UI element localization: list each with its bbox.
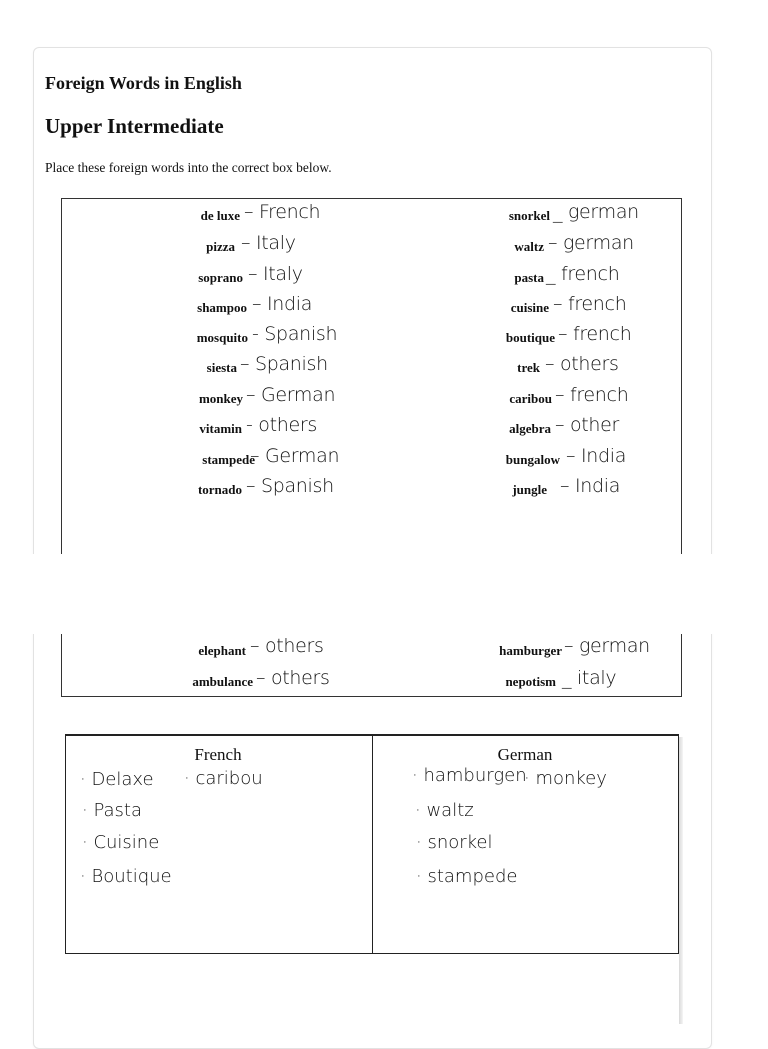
french-item: · Cuisine xyxy=(82,832,160,853)
answer-right: – french xyxy=(558,323,632,345)
word-left: vitamin xyxy=(199,421,242,436)
german-item: · snorkel xyxy=(416,832,493,853)
word-left: monkey xyxy=(198,391,243,406)
german-item: · stampede xyxy=(416,866,518,887)
french-item: · Delaxe xyxy=(80,769,154,790)
answer-right: – german xyxy=(548,232,634,254)
answer-left: - others xyxy=(246,414,318,436)
answer-left: – German xyxy=(246,384,336,406)
answer-left: – others xyxy=(250,635,324,657)
answer-right: _ french xyxy=(546,263,620,285)
word-left: siesta xyxy=(206,360,237,375)
french-item: · Boutique xyxy=(80,866,172,887)
answer-right: – french xyxy=(555,384,629,406)
word-right: hamburger xyxy=(499,643,562,658)
french-item-extra: · caribou xyxy=(184,768,263,789)
french-column-heading: French xyxy=(194,745,242,764)
answer-right: – India xyxy=(560,475,621,497)
word-right: jungle xyxy=(512,482,547,497)
answer-right: – french xyxy=(553,293,627,315)
german-column-heading: German xyxy=(497,745,553,764)
answer-right: _ italy xyxy=(562,667,617,689)
word-right: bungalow xyxy=(505,452,560,467)
worksheet-level: Upper Intermediate xyxy=(45,114,224,138)
word-right: snorkel xyxy=(508,208,550,223)
german-item: · hamburgen xyxy=(412,765,527,786)
german-item-extra: · monkey xyxy=(524,768,607,789)
page-break-gap xyxy=(0,554,768,634)
sorting-table-divider xyxy=(372,735,373,953)
worksheet-title: Foreign Words in English xyxy=(45,73,242,93)
page-shadow xyxy=(679,737,683,1024)
word-left: tornado xyxy=(197,482,242,497)
word-left: soprano xyxy=(198,270,243,285)
word-right: pasta xyxy=(514,270,544,285)
answer-left: – others xyxy=(256,667,330,689)
word-left: shampoo xyxy=(197,300,247,315)
answer-left: - Spanish xyxy=(252,323,338,345)
answer-left: – German xyxy=(250,445,340,467)
word-right: caribou xyxy=(509,391,552,406)
answer-left: – Spanish xyxy=(246,475,334,497)
word-left: stampede xyxy=(202,452,255,467)
word-left: elephant xyxy=(198,643,246,658)
answer-right: – other xyxy=(555,414,620,436)
word-right: trek xyxy=(517,360,540,375)
word-left: de luxe xyxy=(200,208,240,223)
word-left: ambulance xyxy=(192,674,253,689)
instruction-text: Place these foreign words into the correct box below. xyxy=(45,160,332,175)
answer-right: – others xyxy=(545,353,619,375)
answer-left: – Italy xyxy=(241,232,296,254)
answer-right: – India xyxy=(566,445,627,467)
word-left: pizza xyxy=(206,239,235,254)
word-right: algebra xyxy=(509,421,551,436)
french-item: · Pasta xyxy=(82,800,142,821)
answer-left: – Spanish xyxy=(240,353,328,375)
german-item: · waltz xyxy=(415,800,474,821)
word-right: boutique xyxy=(505,330,555,345)
answer-left: – India xyxy=(252,293,313,315)
word-right: cuisine xyxy=(510,300,549,315)
answer-left: – French xyxy=(244,201,321,223)
answer-right: – german xyxy=(564,635,650,657)
word-left: mosquito xyxy=(196,330,248,345)
answer-left: – Italy xyxy=(248,263,303,285)
answer-right: _ german xyxy=(553,201,639,223)
word-right: nepotism xyxy=(505,674,556,689)
word-right: waltz xyxy=(514,239,544,254)
